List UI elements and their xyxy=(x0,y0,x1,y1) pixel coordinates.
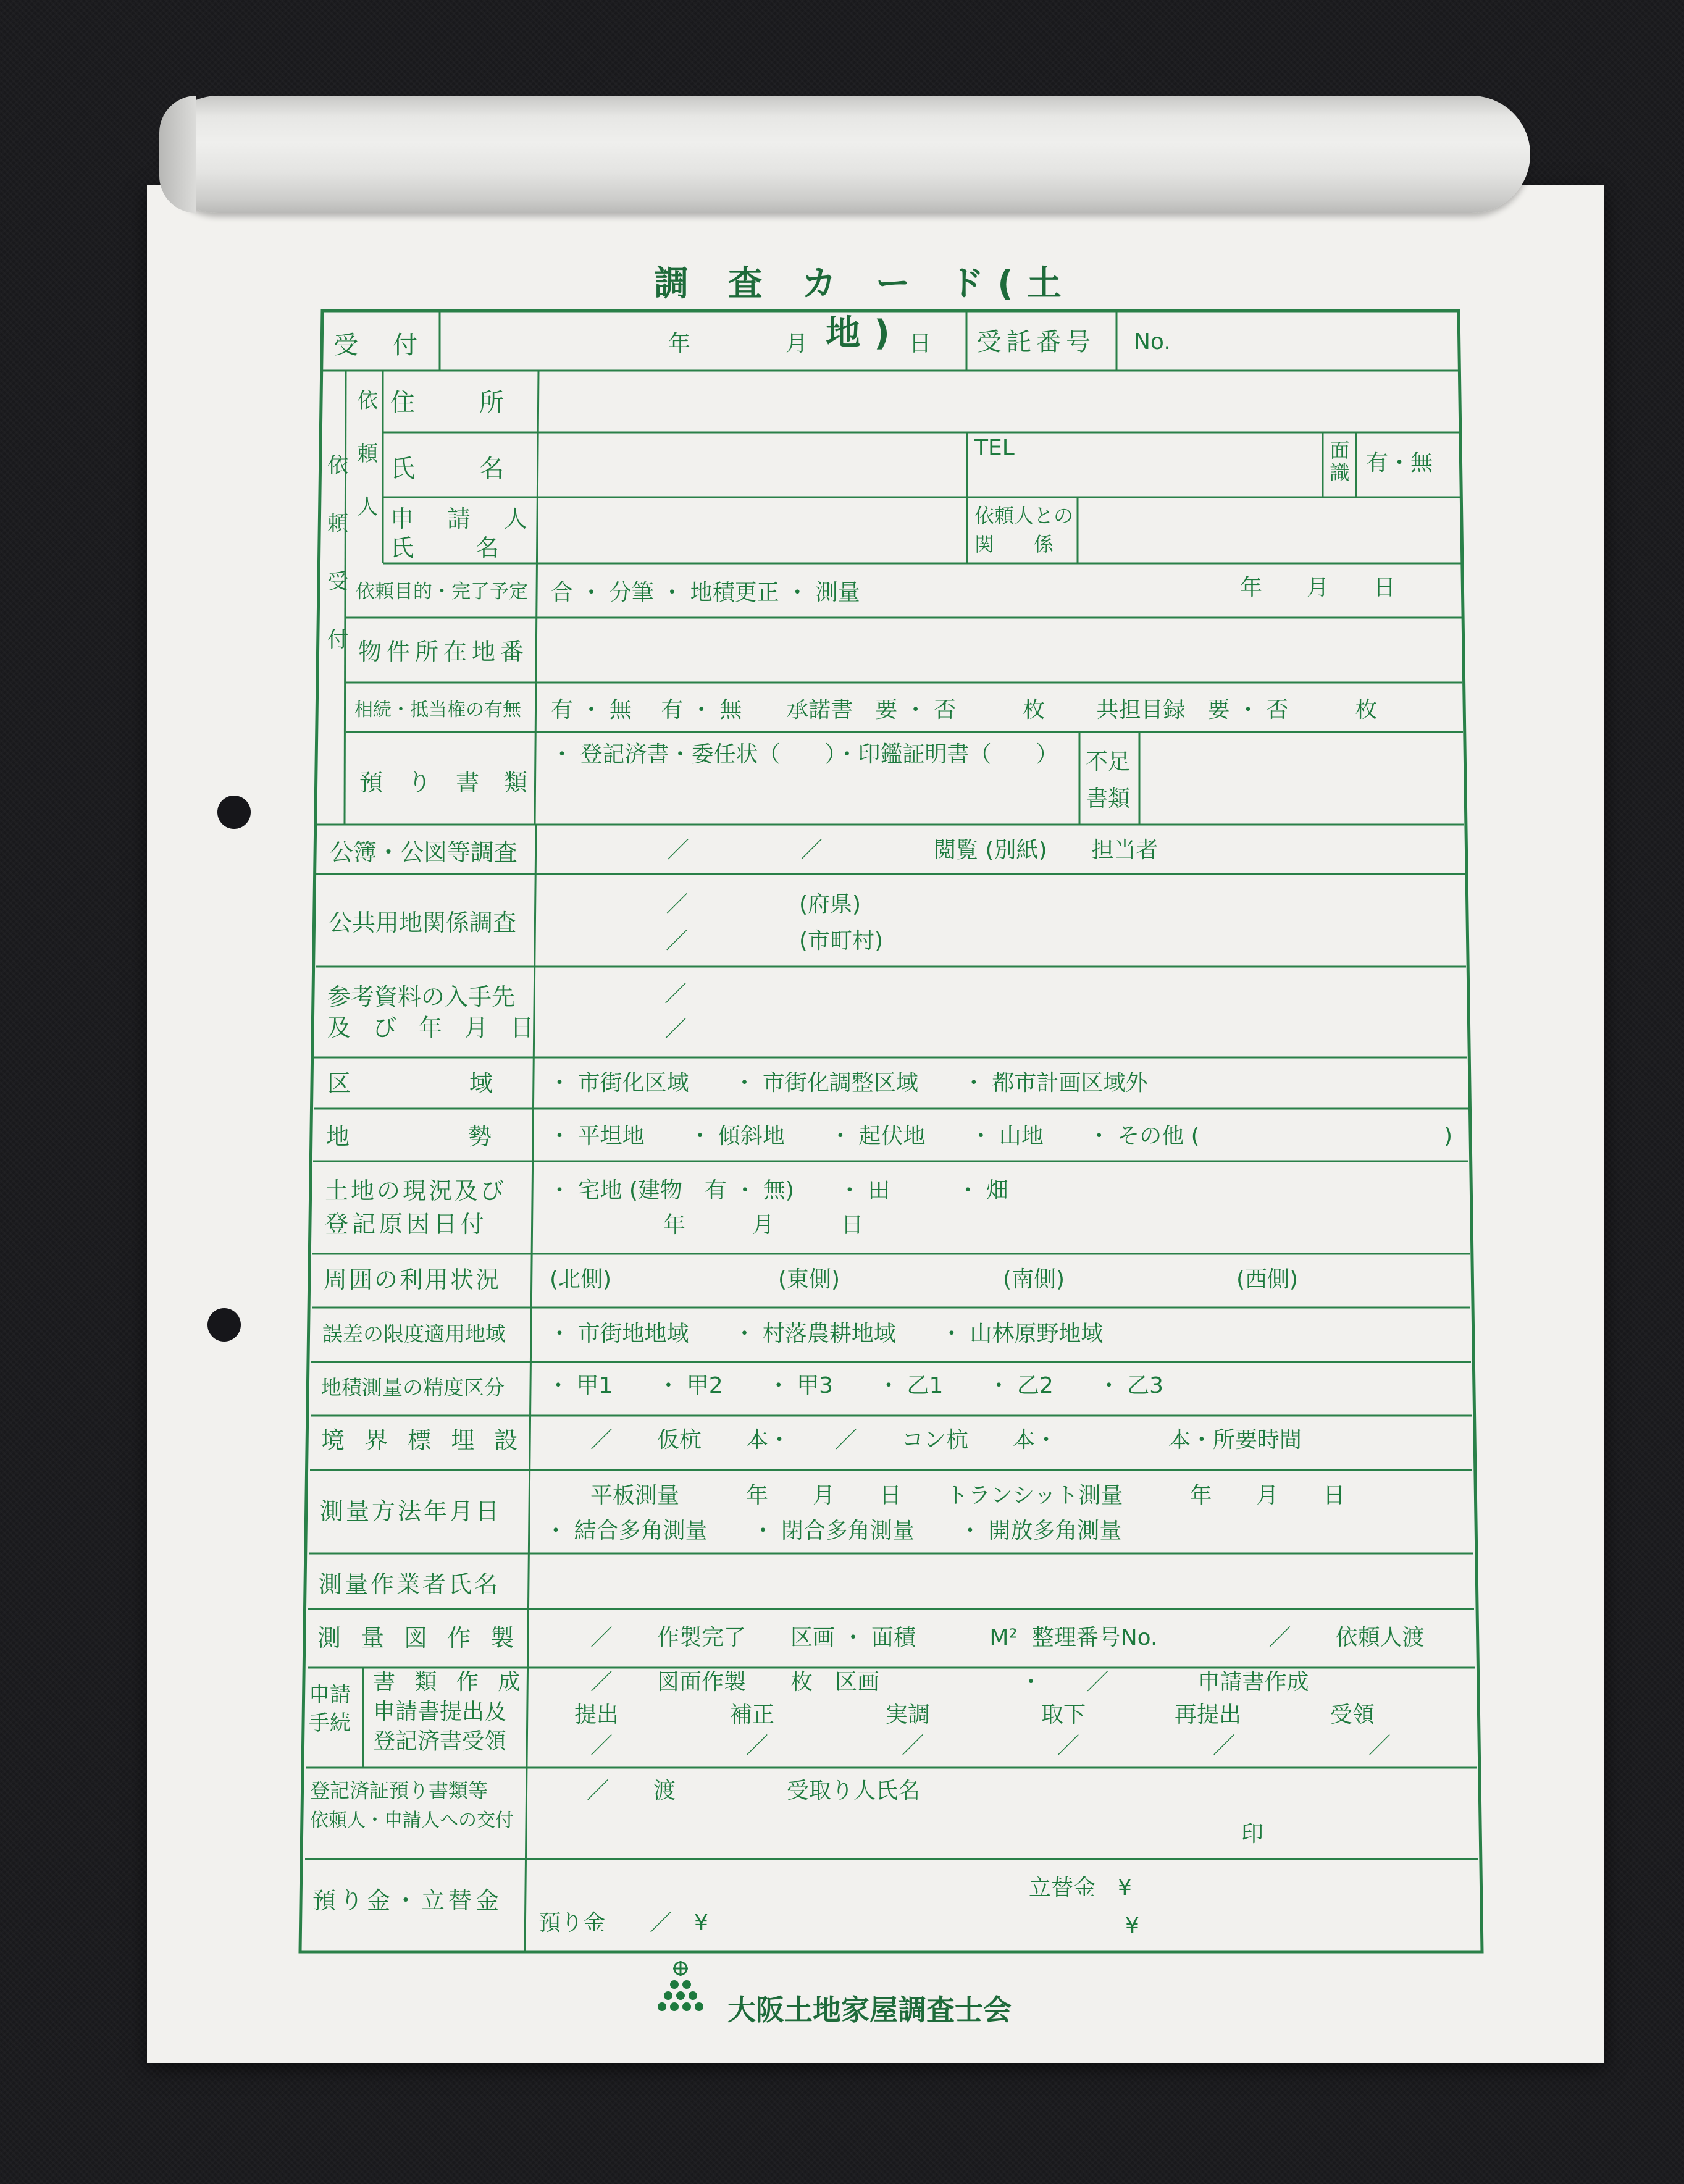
applicant-label-1: 申 請 人 xyxy=(390,505,533,532)
uketsuke-label: 受 付 xyxy=(333,331,422,359)
chisei-close: ) xyxy=(1444,1124,1453,1149)
kyokai-label: 境 界 標 埋 設 xyxy=(321,1427,524,1454)
takuban-no: No. xyxy=(1134,329,1171,355)
irai-side-label: 依頼受付 xyxy=(323,454,348,686)
name-field[interactable] xyxy=(543,435,963,494)
azukari-label: 預り金・立替金 xyxy=(312,1887,503,1914)
purpose-label: 依頼目的・完了予定 xyxy=(356,581,528,603)
genkyo-value-1[interactable]: ・ 宅地 (建物 有 ・ 無) ・ 田 ・ 畑 xyxy=(548,1178,1008,1203)
irai-sub-label: 依頼人 xyxy=(353,389,378,548)
kizumi-label-1: 登記済証預り書類等 xyxy=(310,1779,488,1802)
header-year: 年 xyxy=(668,331,691,356)
tatekae-value[interactable]: 立替金 ¥ xyxy=(1029,1875,1132,1900)
zu-value[interactable]: ／ 作製完了 区画 ・ 面積 M² 整理番号No. ／ 依頼人渡 xyxy=(590,1625,1425,1650)
yen-2[interactable]: ¥ xyxy=(1125,1913,1139,1939)
property-label: 物件所在地番 xyxy=(358,638,529,665)
docs-value[interactable]: ・ 登記済書・委任状（ ）・印鑑証明書（ ） xyxy=(551,742,1058,767)
gosa-label: 誤差の限度適用地域 xyxy=(322,1322,506,1346)
shinsei-value-2[interactable]: 提出 補正 実調 取下 再提出 受領 xyxy=(574,1702,1375,1728)
shinsei-label-2: 申請書提出及 xyxy=(373,1699,507,1724)
sanko-label-1: 参考資料の入手先 xyxy=(327,983,516,1010)
shui-north[interactable]: (北側) xyxy=(550,1267,612,1292)
shinsei-value-1[interactable]: ／ 図面作製 枚 区画 ・ ／ 申請書作成 xyxy=(590,1670,1309,1695)
kizumi-value[interactable]: ／ 渡 受取り人氏名 xyxy=(587,1778,921,1804)
genkyo-label-1: 土地の現況及び xyxy=(325,1177,507,1204)
shui-east[interactable]: (東側) xyxy=(778,1267,840,1292)
menshiki-umu[interactable]: 有・無 xyxy=(1366,450,1433,476)
property-field[interactable] xyxy=(543,621,1457,679)
shinsei-value-3[interactable]: ／ ／ ／ ／ ／ ／ xyxy=(590,1733,1391,1758)
applicant-label-2: 氏 名 xyxy=(390,534,505,561)
genkyo-label-2: 登記原因日付 xyxy=(325,1211,488,1238)
address-label: 住 所 xyxy=(390,388,509,417)
purpose-value[interactable]: 合 ・ 分筆 ・ 地積更正 ・ 測量 xyxy=(551,580,860,605)
shui-south[interactable]: (南側) xyxy=(1003,1267,1065,1292)
menshiki-label: 面識 xyxy=(1326,440,1351,484)
hoho-value-1[interactable]: 平板測量 年 月 日 トランシット測量 年 月 日 xyxy=(590,1483,1346,1508)
takuban-label: 受託番号 xyxy=(977,328,1095,356)
name-label: 氏 名 xyxy=(390,455,509,483)
seido-label: 地積測量の精度区分 xyxy=(321,1376,505,1400)
org-name: 大阪土地家屋調査士会 xyxy=(727,1993,1012,2026)
shui-west[interactable]: (西側) xyxy=(1236,1267,1299,1292)
hoho-label: 測量方法年月日 xyxy=(320,1498,502,1525)
takuban-field[interactable] xyxy=(1192,321,1451,364)
genkyo-value-2[interactable]: 年 月 日 xyxy=(663,1212,864,1238)
purpose-date: 年 月 日 xyxy=(1240,575,1396,600)
shinsei-label-3: 登記済書受領 xyxy=(373,1729,507,1754)
form-title: 調 査 カ ー ド(土地) xyxy=(654,264,1075,353)
lack-docs-label-2: 書類 xyxy=(1086,786,1131,812)
zu-label: 測 量 図 作 製 xyxy=(317,1624,521,1652)
lack-docs-label-1: 不足 xyxy=(1086,749,1131,775)
shui-label: 周囲の利用状況 xyxy=(324,1266,501,1293)
shinsei-side-label: 申請 手続 xyxy=(309,1682,351,1736)
tel-label: TEL xyxy=(974,435,1015,461)
kokyo-value-2[interactable]: ／ (市町村) xyxy=(666,928,884,954)
kizumi-label-2: 依頼人・申請人への交付 xyxy=(310,1810,514,1831)
kyokai-value[interactable]: ／ 仮杭 本・ ／ コン杭 本・ 本・所要時間 xyxy=(590,1427,1302,1453)
header-month: 月 xyxy=(785,331,808,356)
chisei-label: 地 勢 xyxy=(326,1123,497,1150)
kokyo-value-1[interactable]: ／ (府県) xyxy=(666,892,861,917)
kizumi-seal: 印 xyxy=(1241,1821,1264,1847)
kokyo-label: 公共用地関係調査 xyxy=(329,909,517,936)
sanko-value-1[interactable]: ／ xyxy=(664,981,687,1007)
kobo-value[interactable]: ／ ／ 閲覧 (別紙) 担当者 xyxy=(667,838,1158,863)
header-day: 日 xyxy=(909,331,932,356)
sanko-value-2[interactable]: ／ xyxy=(664,1017,687,1042)
sagyo-label: 測量作業者氏名 xyxy=(319,1571,501,1598)
rights-label: 相続・抵当権の有無 xyxy=(354,699,521,721)
relation-label-1: 依頼人との xyxy=(974,504,1074,527)
kuiki-value[interactable]: ・ 市街化区域 ・ 市街化調整区域 ・ 都市計画区域外 xyxy=(548,1070,1148,1096)
relation-label-2: 関 係 xyxy=(974,532,1054,556)
hoho-value-2[interactable]: ・ 結合多角測量 ・ 閉合多角測量 ・ 開放多角測量 xyxy=(545,1518,1122,1544)
seido-value[interactable]: ・ 甲1 ・ 甲2 ・ 甲3 ・ 乙1 ・ 乙2 ・ 乙3 xyxy=(547,1373,1164,1398)
kobo-label: 公簿・公図等調査 xyxy=(330,839,518,866)
address-field[interactable] xyxy=(543,374,1451,429)
gosa-value[interactable]: ・ 市街地地域 ・ 村落農耕地域 ・ 山林原野地域 xyxy=(548,1321,1104,1346)
docs-label: 預 り 書 類 xyxy=(359,769,537,796)
sagyo-field[interactable] xyxy=(531,1556,1470,1606)
chisei-value[interactable]: ・ 平坦地 ・ 傾斜地 ・ 起伏地 ・ 山地 ・ その他 ( xyxy=(548,1124,1200,1149)
kuiki-label: 区 域 xyxy=(327,1070,498,1097)
rights-value[interactable]: 有 ・ 無 有 ・ 無 承諾書 要 ・ 否 枚 共担目録 要 ・ 否 枚 xyxy=(551,697,1378,723)
azukari-value[interactable]: 預り金 ／ ¥ xyxy=(538,1910,708,1936)
sanko-label-2: 及 び 年 月 日 xyxy=(327,1014,542,1041)
shinsei-label-1: 書 類 作 成 xyxy=(373,1670,527,1695)
org-logo-icon xyxy=(650,1961,711,2023)
